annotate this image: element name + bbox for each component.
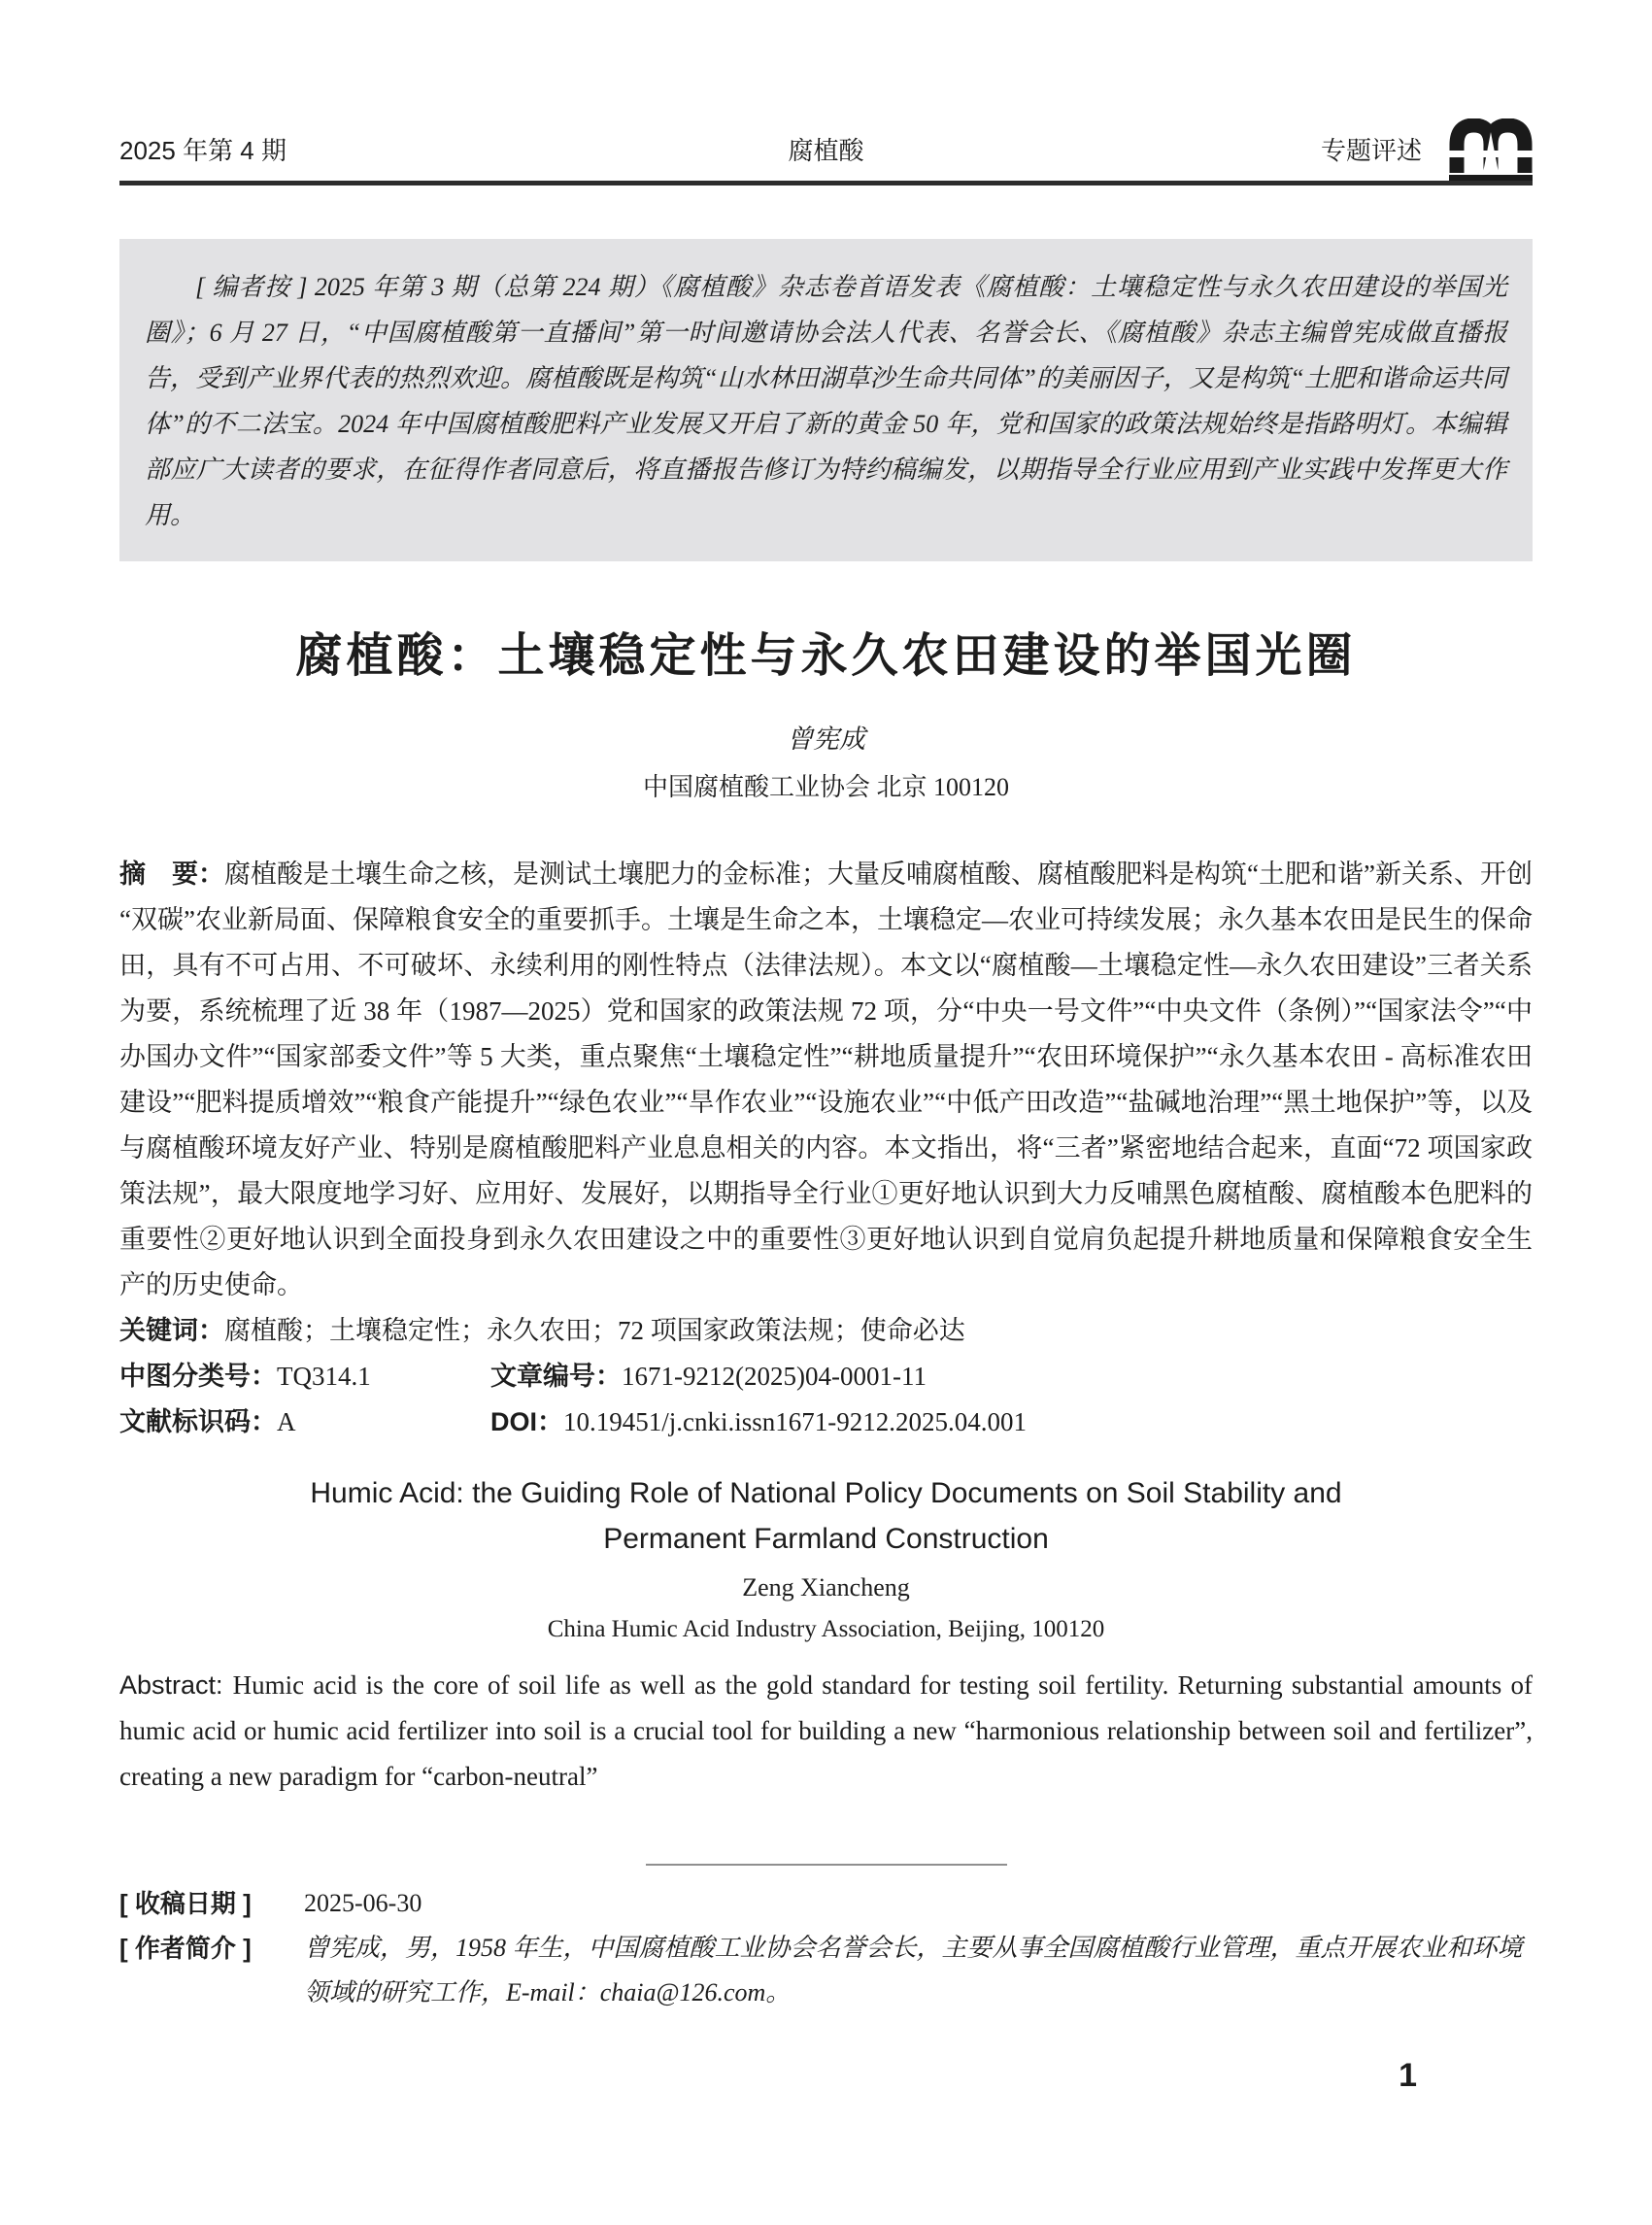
page-number: 1	[1399, 2057, 1417, 2094]
article-author: 曾宪成	[787, 725, 865, 754]
keywords-line	[119, 1308, 1533, 1354]
clc-value: TQ314.1	[277, 1362, 371, 1391]
chinese-meta-block	[119, 852, 1533, 1445]
english-author: Zeng Xiancheng	[742, 1573, 910, 1601]
column-label: 专题评述	[1320, 136, 1422, 165]
article-affiliation: 中国腐植酸工业协会 北京 100120	[642, 773, 1009, 801]
journal-name: 腐植酸	[788, 136, 864, 165]
received-date-line	[119, 1881, 1533, 1926]
footnotes-block	[119, 1851, 1533, 2015]
abstract-label: 摘 要：	[119, 860, 225, 889]
received-date-value: 2025-06-30	[304, 1889, 422, 1917]
english-title-line2: Permanent Farmland Construction	[603, 1523, 1049, 1555]
footnote-divider	[646, 1864, 1007, 1866]
article-title: 腐植酸：土壤稳定性与永久农田建设的举国光圈	[295, 630, 1357, 682]
doi-cell	[490, 1399, 1533, 1445]
doc-code-row	[119, 1399, 1533, 1445]
article-no-value: 1671-9212(2025)04-0001-11	[622, 1362, 927, 1391]
article-no-label: 文章编号：	[490, 1362, 622, 1391]
english-abstract-label: Abstract:	[119, 1670, 233, 1700]
clc-cell	[119, 1354, 490, 1399]
editor-note-box	[119, 239, 1533, 561]
english-title-line1: Humic Acid: the Guiding Role of National Policy Documents on Soil Stability and	[310, 1477, 1342, 1509]
header-right	[1062, 118, 1533, 181]
doc-code-label: 文献标识码：	[119, 1407, 277, 1436]
abstract-paragraph	[119, 852, 1533, 1308]
received-date-label: [ 收稿日期 ]	[119, 1889, 252, 1918]
editor-note-paragraph	[145, 264, 1507, 538]
doi-value: 10.19451/j.cnki.issn1671-9212.2025.04.001	[563, 1407, 1028, 1436]
journal-logo-icon	[1447, 118, 1533, 181]
author-bio-line	[119, 1926, 1533, 2015]
author-bio-label: [ 作者简介 ]	[119, 1934, 252, 1963]
doc-code-value: A	[277, 1407, 296, 1436]
abstract-text: 腐植酸是土壤生命之核，是测试土壤肥力的金标准；大量反哺腐植酸、腐植酸肥料是构筑“土肥和谐”新关系、开创“双碳”农业新局面、保障粮食安全的重要抓手。土壤是生命之本，土壤稳定—农业可持续发展；永久基本农田是民生的保命田，具有不可占用、不可破坏、永续利用的刚性特点（法律法规）。本文以“腐植酸—土壤稳定性—永久农田建设”三者关系为要，系统梳理了近 38 年（1987—2025）党和国家的政策法规 72 项，分“中央一号文件”“中央文件（条例）”“国家法令”“中办国办文件”“国家部委文件”等 5 大类，重点聚焦“土壤稳定性”“耕地质量提升”“农田环境保护”“永久基本农田 - 高标准农田建设”“肥料提质增效”“粮食产能提升”“绿色农业”“旱作农业”“设施农业”“中低产田改造”“盐碱地治理”“黑土地保护”等，以及与腐植酸环境友好产业、特别是腐植酸肥料产业息息相关的内容。本文指出，将“三者”紧密地结合起来，直面“72 项国家政策法规”，最大限度地学习好、应用好、发展好，以期指导全行业①更好地认识到大力反哺黑色腐植酸、腐植酸本色肥料的重要性②更好地认识到全面投身到永久农田建设之中的重要性③更好地认识到自觉肩负起提升耕地质量和保障粮食安全生产的历史使命。	[119, 860, 1534, 1299]
doc-code-cell	[119, 1399, 490, 1445]
keywords-label: 关键词：	[119, 1316, 224, 1345]
author-bio-text: 曾宪成，男，1958 年生，中国腐植酸工业协会名誉会长，主要从事全国腐植酸行业管理，重点开展农业和环境领域的研究工作，E-mail：chaia@126.com。	[304, 1934, 1523, 2006]
english-affiliation: China Humic Acid Industry Association, Beijing, 100120	[547, 1616, 1105, 1642]
page-header	[119, 0, 1533, 185]
issue-label: 2025 年第 4 期	[119, 136, 287, 165]
english-abstract-paragraph	[119, 1663, 1533, 1800]
keywords-text: 腐植酸；土壤稳定性；永久农田；72 项国家政策法规；使命必达	[224, 1316, 965, 1345]
editor-note-label: [ 编者按 ]	[195, 273, 315, 301]
english-title	[119, 1470, 1533, 1562]
classification-row	[119, 1354, 1533, 1399]
editor-note-text: 2025 年第 3 期（总第 224 期）《腐植酸》杂志卷首语发表《腐植酸：土壤稳定性与永久农田建设的举国光圈》；6 月 27 日，“中国腐植酸第一直播间”第一时间邀请协会法人代表、名誉会长、《腐植酸》杂志主编曾宪成做直播报告，受到产业界代表的热烈欢迎。腐植酸既是构筑“山水林田湖草沙生命共同体”的美丽因子，又是构筑“土肥和谐命运共同体”的不二法宝。2024 年中国腐植酸肥料产业发展又开启了新的黄金 50 年，党和国家的政策法规始终是指路明灯。本编辑部应广大读者的要求，在征得作者同意后，将直播报告修订为特约稿编发，以期指导全行业应用到产业实践中发挥更大作用。	[145, 273, 1507, 529]
clc-label: 中图分类号：	[119, 1362, 277, 1391]
doi-label: DOI：	[490, 1407, 564, 1436]
article-no-cell	[490, 1354, 1533, 1399]
english-abstract-text: Humic acid is the core of soil life as well as the gold standard for testing soil fertility. Returning substantial amounts of humic acid or humic acid fertilizer into soil is a crucial tool for building a new “harmonious relationship between soil and fertilizer”, creating a new paradigm for “carbon-neutral”	[119, 1670, 1533, 1791]
